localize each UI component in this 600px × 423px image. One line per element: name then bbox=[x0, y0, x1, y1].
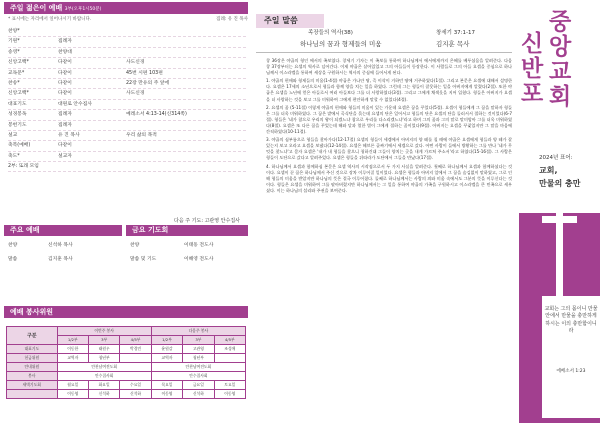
table-cell: 목요일 bbox=[151, 381, 182, 390]
today-worship-list bbox=[8, 240, 124, 270]
order-leader: 집례자 bbox=[58, 112, 72, 118]
table-row bbox=[7, 372, 246, 381]
worship-order-row bbox=[8, 121, 246, 131]
table-cell: 신석하 bbox=[88, 390, 119, 399]
order-leader: 다같이 bbox=[58, 143, 72, 149]
table-cell bbox=[214, 354, 245, 363]
cellgroup-value: 이태동 전도사 bbox=[184, 243, 214, 248]
row-header: 새벽기도회 bbox=[7, 381, 58, 390]
cellgroup-label: 말씀 및 기도 bbox=[130, 257, 157, 262]
order-detail: 예레소서 4:13-14(신314쪽) bbox=[126, 112, 187, 118]
sermon-paragraph: 4. 하나님께서 요셉과 함께하심 본문은 요셉 역사의 시작점으로서 두 가지 사실을 알려준다. 첫째로 하나님께서 요셉과 함께하셨다는 것이다. 요셉이 꾼 꿈은 하나님께서 주신 것으로 장차 이루어질 일이었다. 요셉은 형들과 아버지 앞에서 그 꿈을 숨김없이 말하였고, 그로 인해 형들의 미움을 받았지만 하나님의 뜻은 결국 이루어졌다. 둘째로 하나님께서는 사람의 죄와 미움 속에서도 그분의 뜻을 이루신다는 것이다. 형들은 요셉을 미워하여 그를 팔아버렸지만 하나님께서는 그 일을 통하여 야곱의 가족을 구원하시고 이스라엘을 큰 민족으로 세우셨다. 이는 하나님의 섭리와 주권을 보여준다. bbox=[266, 163, 512, 193]
table-cell: 교역자 bbox=[57, 354, 88, 363]
table-cell: 화요일 bbox=[88, 381, 119, 390]
worship-order-row bbox=[8, 58, 246, 68]
cellgroup-label: 찬양 bbox=[130, 243, 140, 248]
order-label: 성경봉독 bbox=[8, 112, 27, 118]
order-label: 대표기도 bbox=[8, 101, 27, 107]
worship-title: 주일 젊은이 예배 bbox=[10, 4, 63, 12]
table-cell: 청년부 bbox=[183, 354, 214, 363]
row-header: 봉사 bbox=[7, 372, 58, 381]
worship-order-row bbox=[8, 89, 246, 99]
sermon-paragraph: 3. 야곱의 심부름으로 형들을 찾아가다(12-17절) 요셉의 형들이 세겜에서 아버지의 양 떼를 칠 때에 야곱은 요셉에게 형들과 양 떼가 잘 있는지 보고 오라고 요셉을 보냈다(12-14절). 요셉은 헤브론 골짜기에서 세겜으로 갔다. 어떤 사람이 들에서 방황하는 그를 만나 '네가 무엇을 찾느냐'고 묻자 요셉은 '내가 내 형들을 찾으니 청하건대 그들이 양치는 곳을 내게 가르쳐 주소서'라고 하였다(15-16절). 그 사람은 형들이 도단으로 갔다고 알려주었다. 요셉은 형들을 뒤따라가 도단에서 그들을 만났다(17절). bbox=[266, 137, 512, 161]
volunteers-column-header: 4/5부 bbox=[120, 336, 151, 345]
volunteers-column-header: 3부 bbox=[183, 336, 214, 345]
order-label: 축도* bbox=[8, 153, 20, 159]
table-cell: 신석하 bbox=[120, 390, 151, 399]
volunteers-column-header: 1/2부 bbox=[151, 336, 182, 345]
theme-label: 2024년 표어: bbox=[539, 155, 573, 161]
table-cell: 신석하 bbox=[183, 390, 214, 399]
next-prayer: 다음 주 기도: 고관영 안수집사 bbox=[173, 218, 240, 224]
today-worship-title: 주요 예배 bbox=[4, 225, 122, 236]
this-week-header: 이번주 봉사 bbox=[57, 327, 151, 336]
table-cell: 안찬남여전도회 bbox=[151, 363, 245, 372]
sermon-panel bbox=[256, 0, 519, 423]
sermon-body bbox=[266, 58, 512, 196]
theme-verse: 교회는 그의 몸이니 만물 안에서 만물을 충만하게 하시는 이의 충만함이니라 bbox=[544, 306, 598, 334]
order-label: 찬양* bbox=[8, 29, 20, 34]
logo-char: 앙 bbox=[549, 33, 572, 60]
table-row bbox=[7, 363, 246, 372]
logo-char: 회 bbox=[549, 83, 572, 110]
worship-title-bar bbox=[4, 2, 248, 14]
table-cell: 박경민 bbox=[120, 345, 151, 354]
table-cell: 이동영 bbox=[214, 390, 245, 399]
order-leader: 다같이 bbox=[58, 91, 72, 97]
today-worship-value: 김지훈 목사 bbox=[48, 257, 73, 262]
next-week-header: 다음주 봉사 bbox=[151, 327, 245, 336]
cellgroup-title: 금요 기도회 bbox=[126, 225, 248, 236]
table-cell: 토요일 bbox=[214, 381, 245, 390]
sermon-title: 하나님의 꿈과 형제들의 미움 bbox=[300, 40, 382, 48]
logo-char: 중 bbox=[549, 8, 572, 35]
divider bbox=[256, 52, 512, 53]
worship-order-row bbox=[8, 27, 246, 37]
order-label: 축복(예배) bbox=[8, 143, 31, 149]
order-leader: 찬양대 bbox=[58, 49, 72, 55]
order-label: 신앙고백* bbox=[8, 91, 29, 97]
table-cell: 교역자 bbox=[151, 354, 182, 363]
sermon-paragraph: 2. 요셉의 꿈 (5-11절) 이렇게 야곱의 편애와 형들의 미움이 있는 가운데 요셉은 꿈을 꾸었다(5절). 요셉이 형들에게 그 꿈을 말하자 형들은 그를 더욱 미워하였다. 그 꿈은 밭에서 곡식단을 묶는데 요셉의 단은 일어서고 형들의 단은 요셉의 단을 둘러서서 절하는 것이었다(6-7절). 형들은 '네가 참으로 우리의 왕이 되겠느냐 참으로 우리를 다스리겠느냐'라고 하며 그의 꿈과 그의 말로 말미암아 그를 더욱 미워하였다(8절). 요셉은 또 다른 꿈을 꾸었는데 해와 달과 열한 별이 그에게 절하는 꿈이었다(9절). 아버지는 요셉을 꾸짖었지만 그 말을 마음에 간직하였다(10-11절). bbox=[266, 104, 512, 135]
volunteers-group-header: 구분 bbox=[7, 327, 58, 345]
logo-char: 신 bbox=[521, 30, 544, 57]
sermon-reference: 창세기 37:1-17 bbox=[436, 30, 476, 36]
volunteers-table bbox=[6, 326, 246, 399]
order-label: 봉헌기도 bbox=[8, 122, 27, 128]
today-worship-label: 말씀 bbox=[8, 257, 18, 262]
order-leader: 유 진 목사 bbox=[58, 132, 80, 138]
row-header: 안내위원 bbox=[7, 363, 58, 372]
order-detail: 22장 만유의 주 앞에 bbox=[126, 80, 170, 86]
table-cell: 안수집사회 bbox=[151, 372, 245, 381]
logo-char: 포 bbox=[521, 80, 544, 107]
worship-header bbox=[8, 16, 248, 22]
row-header: 헌금위원 bbox=[7, 354, 58, 363]
order-label: 신앙고백* bbox=[8, 60, 29, 66]
left-panel bbox=[0, 0, 252, 423]
cellgroup-list bbox=[130, 240, 246, 270]
worship-order-row bbox=[8, 110, 246, 120]
order-leader: 대원로 안수집사 bbox=[58, 101, 92, 107]
cover-panel bbox=[519, 0, 600, 423]
theme-line2: 만물의 충만 bbox=[539, 179, 581, 188]
worship-subtitle: 3부(오후1시50분) bbox=[64, 7, 102, 12]
table-cell: 안찬남여전도회 bbox=[57, 363, 151, 372]
table-row bbox=[7, 345, 246, 354]
table-cell: 고관영 bbox=[183, 345, 214, 354]
table-cell: 이동영 bbox=[57, 390, 88, 399]
table-cell: 금요일 bbox=[183, 381, 214, 390]
today-worship-value: 신석하 목사 bbox=[48, 243, 73, 248]
logo-char: 교 bbox=[549, 58, 572, 85]
order-leader: 집례자 bbox=[58, 122, 72, 128]
cross-icon bbox=[556, 196, 563, 296]
table-row bbox=[7, 354, 246, 363]
row-header bbox=[7, 390, 58, 399]
table-cell: 태원우 bbox=[88, 345, 119, 354]
worship-order-row bbox=[8, 152, 246, 162]
sermon-paragraph: 1. 야곱의 편애와 형제들의 미움(1-4절) 야곱은 가나안 땅, 즉 이삭이 거하던 땅에 거주하였다(1절). 그리고 본문은 요셉에 대해서 설명한다. 요셉은 17세의 소년으로서 형들과 함께 양을 치는 일을 하였다. 그런데 그는 형들이 잘못하는 일을 아버지에게 알렸다(2절). 또한 야곱은 요셉을 노년에 얻은 아들로서 여러 아들보다 그를 더 사랑하였다(3절). 그리고 그에게 채색옷을 지어 입혔다. 형들은 아버지가 요셉을 더 사랑하는 것을 보고 그를 미워하여 그에게 편안하게 말할 수 없었다(4절). bbox=[266, 78, 512, 102]
worship-order-row bbox=[8, 69, 246, 79]
order-label: 2부: 또래 모임 bbox=[8, 164, 39, 170]
worship-order-row bbox=[8, 162, 246, 172]
table-row bbox=[7, 381, 246, 390]
table-cell: 월요일 bbox=[57, 381, 88, 390]
order-leader: 집례자 bbox=[58, 39, 72, 45]
table-cell: 이동한 bbox=[57, 345, 88, 354]
table-cell: 조성애 bbox=[214, 345, 245, 354]
worship-order-row bbox=[8, 100, 246, 110]
cellgroup-value: 이해영 전도사 bbox=[184, 257, 214, 262]
order-label: 설교 bbox=[8, 132, 18, 138]
order-label: 교독문* bbox=[8, 70, 25, 76]
order-leader: 설교자 bbox=[58, 153, 72, 159]
table-cell: 안수집사회 bbox=[57, 372, 151, 381]
sermon-tab: 주일 말씀 bbox=[256, 14, 324, 28]
volunteers-column-header: 3부 bbox=[88, 336, 119, 345]
order-label: 찬송* bbox=[8, 80, 20, 86]
worship-order-row bbox=[8, 48, 246, 58]
order-detail: 45번 시편 103편 bbox=[126, 70, 163, 76]
sermon-paragraph: 창 36장은 야곱의 형인 에서의 족보였다. 창세기 기자는 이 족보를 통하여 하나님께서 에서에게까지 은혜를 베푸셨음을 알려준다. 다음 창 37장부터는 요셉의 역사로 넘어간다. 이제 야곱은 살아있었고 그의 아들들이 등장한다. 이 사람들로 그의 아들 요셉을 중심으로 하나님께서 이스라엘을 통하여 세상을 구원하시는 역사의 중심에 들어서게 된다. bbox=[266, 58, 512, 76]
table-cell: 수요일 bbox=[120, 381, 151, 390]
table-cell: 이동영 bbox=[151, 390, 182, 399]
row-header: 대표기도 bbox=[7, 345, 58, 354]
sermon-series: 족장들의 역사(38) bbox=[308, 30, 353, 36]
volunteers-title: 예배 봉사위원 bbox=[4, 306, 248, 318]
order-label: 기원* bbox=[8, 39, 20, 45]
cross-icon bbox=[542, 216, 577, 223]
order-leader: 다같이 bbox=[58, 70, 72, 76]
table-cell bbox=[120, 354, 151, 363]
order-leader: 다같이 bbox=[58, 60, 72, 66]
table-cell: 청년부 bbox=[88, 354, 119, 363]
theme-line1: 교회, bbox=[539, 166, 558, 175]
worship-note: * 표시에는 자리에서 일어나시기 바랍니다. bbox=[8, 17, 92, 22]
sermon-preacher: 김지훈 목사 bbox=[436, 40, 470, 48]
table-row bbox=[7, 390, 246, 399]
order-detail: 사도신경 bbox=[126, 60, 145, 66]
worship-order-row bbox=[8, 37, 246, 47]
order-detail: 사도신경 bbox=[126, 91, 145, 97]
theme-verse-ref: 에베소서 1:23 bbox=[556, 369, 586, 374]
order-label: 송영* bbox=[8, 49, 20, 55]
logo-char: 반 bbox=[521, 55, 544, 82]
volunteers-column-header: 4/5부 bbox=[214, 336, 245, 345]
worship-order-row bbox=[8, 141, 246, 151]
volunteers-column-header: 1/2부 bbox=[57, 336, 88, 345]
worship-order-list bbox=[8, 27, 246, 172]
today-worship-label: 찬양 bbox=[8, 243, 18, 248]
order-leader: 다같이 bbox=[58, 80, 72, 86]
worship-leader: 집례: 유 진 목사 bbox=[216, 17, 248, 22]
order-detail: 우리 삶의 목적 bbox=[126, 132, 157, 138]
worship-order-row bbox=[8, 79, 246, 89]
table-cell: 윤원감 bbox=[151, 345, 182, 354]
worship-order-row bbox=[8, 131, 246, 141]
